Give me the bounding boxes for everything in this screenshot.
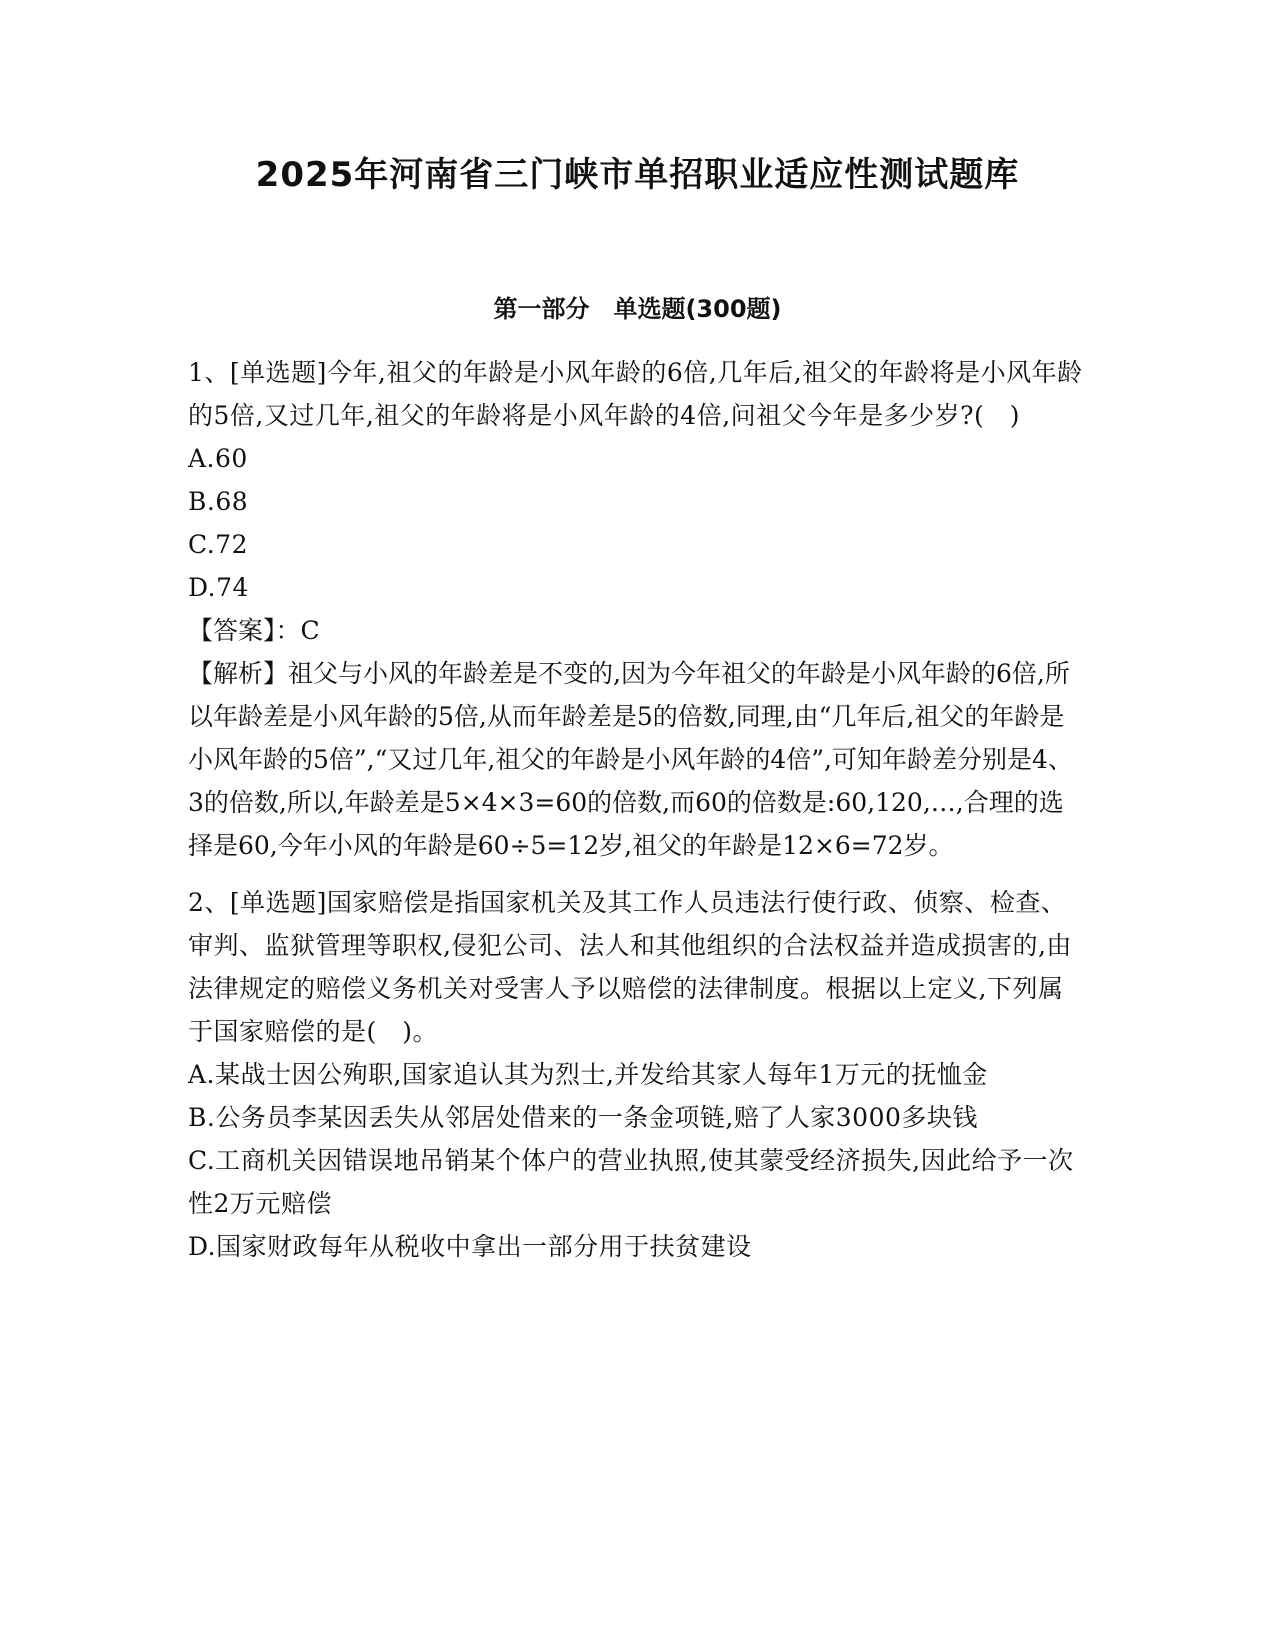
question-list: [188, 351, 1088, 1268]
option-c: C.72: [188, 530, 248, 559]
option-b: B.68: [188, 487, 249, 516]
question-stem: 1、[单选题]今年,祖父的年龄是小风年龄的6倍,几年后,祖父的年龄将是小风年龄的5倍,又过几年,祖父的年龄将是小风年龄的4倍,问祖父今年是多少岁?( ): [188, 358, 1083, 430]
section-title: 第一部分 单选题(300题): [493, 295, 782, 323]
answer-label: 【答案】：: [188, 616, 301, 645]
option-b: B.公务员李某因丢失从邻居处借来的一条金项链,赔了人家3000多块钱: [188, 1103, 978, 1132]
analysis-text: 祖父与小风的年龄差是不变的,因为今年祖父的年龄是小风年龄的6倍,所以年龄差是小风年龄的5倍,从而年龄差是5的倍数,同理,由“几年后,祖父的年龄是小风年龄的5倍”,“又过几年,祖父的年龄是小风年龄的4倍”,可知年龄差分别是4、3的倍数,所以,年龄差是5×4×3=60的倍数,而60的倍数是:60,120,…,合理的选择是60,今年小风的年龄是60÷5=12岁,祖父的年龄是12×6=72岁。: [188, 659, 1073, 860]
option-d: D.74: [188, 573, 249, 602]
option-a: A.某战士因公殉职,国家追认其为烈士,并发给其家人每年1万元的抚恤金: [188, 1060, 988, 1089]
option-d: D.国家财政每年从税收中拿出一部分用于扶贫建设: [188, 1232, 752, 1261]
answer-line: [188, 609, 1088, 652]
analysis-label: 【解析】: [188, 659, 289, 688]
analysis-block: [188, 652, 1088, 867]
question-item: [188, 881, 1088, 1268]
option-c: C.工商机关因错误地吊销某个体户的营业执照,使其蒙受经济损失,因此给予一次性2万元赔偿: [188, 1146, 1074, 1218]
document-title: 2025年河南省三门峡市单招职业适应性测试题库: [255, 155, 1020, 195]
question-stem: 2、[单选题]国家赔偿是指国家机关及其工作人员违法行使行政、侦察、检查、审判、监狱管理等职权,侵犯公司、法人和其他组织的合法权益并造成损害的,由法律规定的赔偿义务机关对受害人予以赔偿的法律制度。根据以上定义,下列属于国家赔偿的是( )。: [188, 888, 1072, 1046]
option-a: A.60: [188, 444, 248, 473]
question-item: [188, 351, 1088, 867]
answer-value: C: [300, 616, 320, 645]
